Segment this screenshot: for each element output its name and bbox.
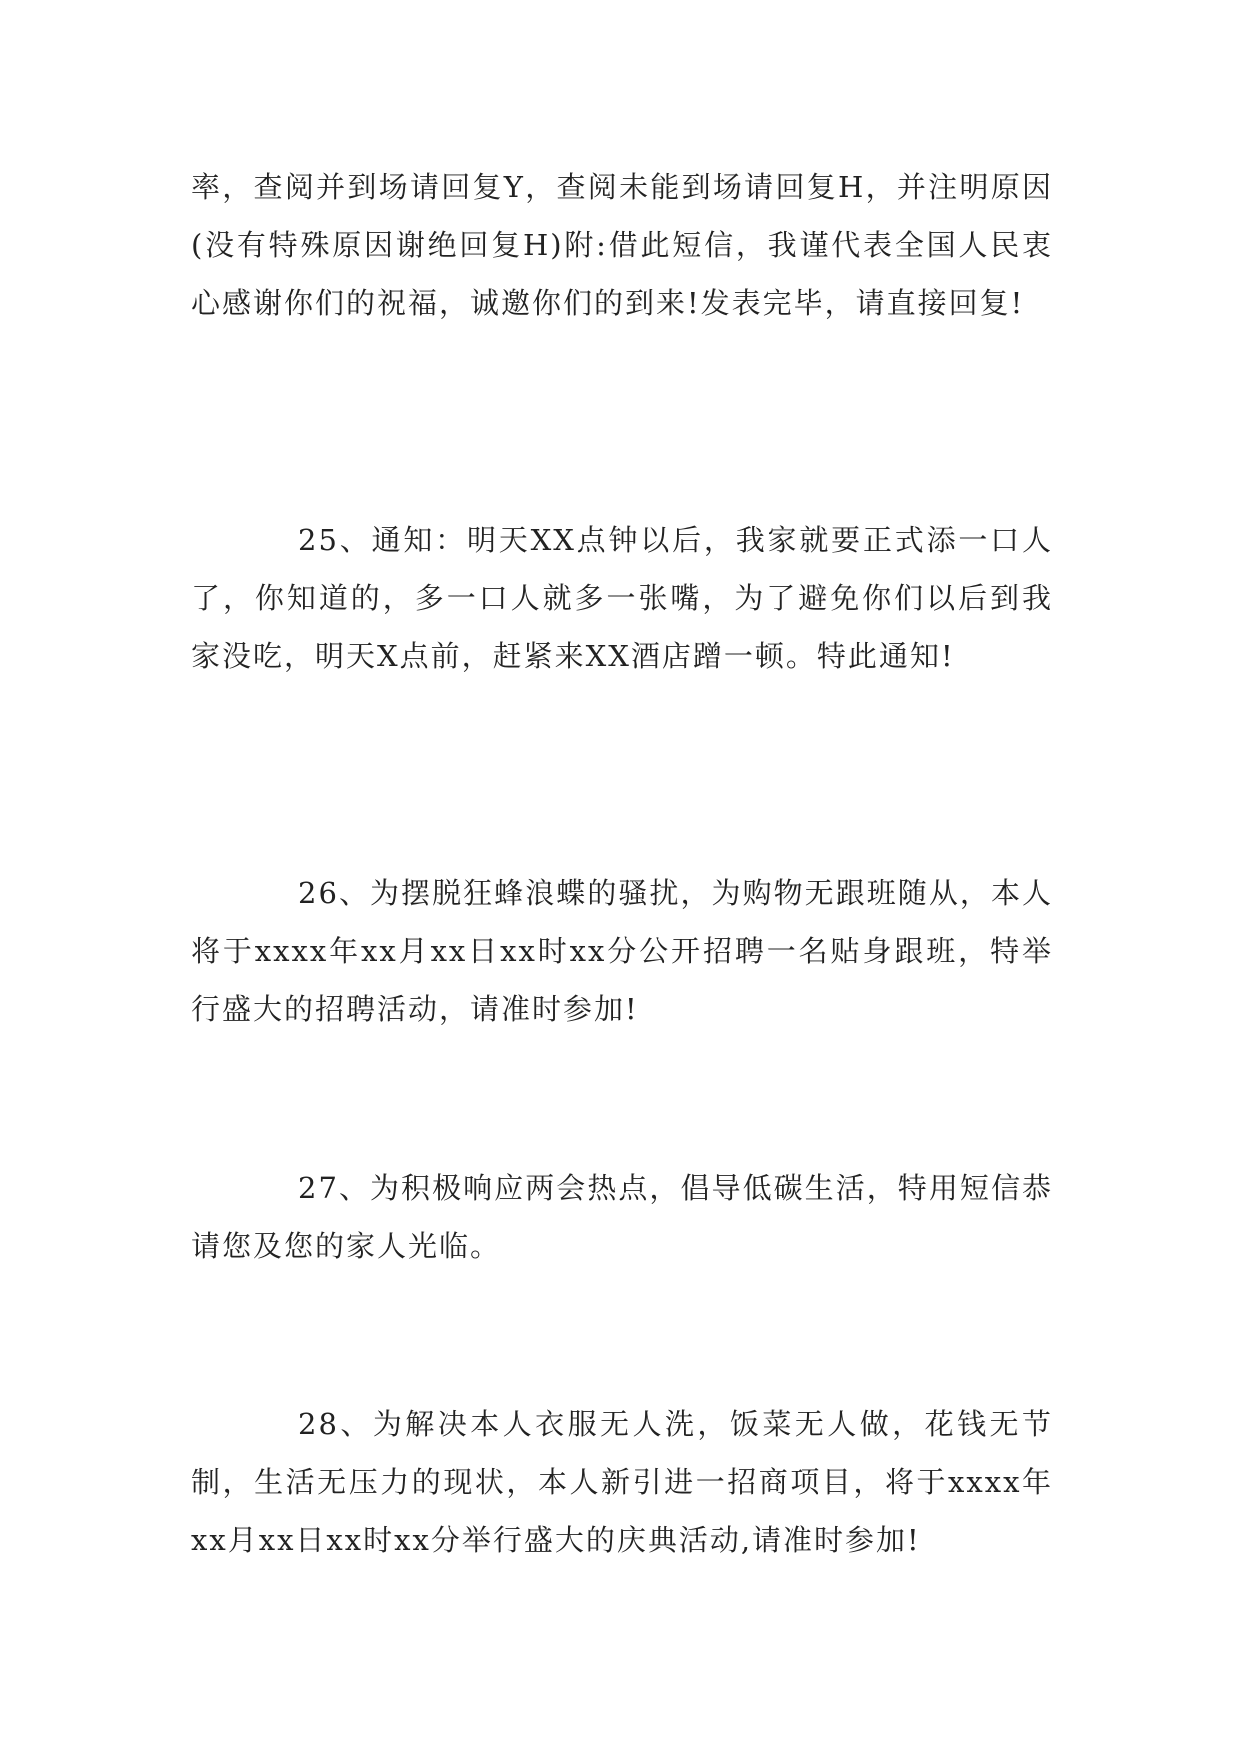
paragraph-item-27: 27、为积极响应两会热点，倡导低碳生活，特用短信恭请您及您的家人光临。 bbox=[191, 1171, 1053, 1263]
paragraph-continued: 率，查阅并到场请回复Y，查阅未能到场请回复H，并注明原因(没有特殊原因谢绝回复H)附:借此短信，我谨代表全国人民衷心感谢你们的祝福，诚邀你们的到来!发表完毕，请直接回复! bbox=[191, 170, 1053, 320]
paragraph-item-26: 26、为摆脱狂蜂浪蝶的骚扰，为购物无跟班随从，本人将于xxxx年xx月xx日xx时xx分公开招聘一名贴身跟班，特举行盛大的招聘活动，请准时参加! bbox=[191, 876, 1053, 1026]
paragraph-item-25: 25、通知：明天XX点钟以后，我家就要正式添一口人了，你知道的，多一口人就多一张嘴，为了避免你们以后到我家没吃，明天X点前，赶紧来XX酒店蹭一顿。特此通知! bbox=[191, 523, 1053, 673]
paragraph-item-28: 28、为解决本人衣服无人洗，饭菜无人做，花钱无节制，生活无压力的现状，本人新引进一招商项目，将于xxxx年xx月xx日xx时xx分举行盛大的庆典活动,请准时参加! bbox=[191, 1407, 1053, 1557]
